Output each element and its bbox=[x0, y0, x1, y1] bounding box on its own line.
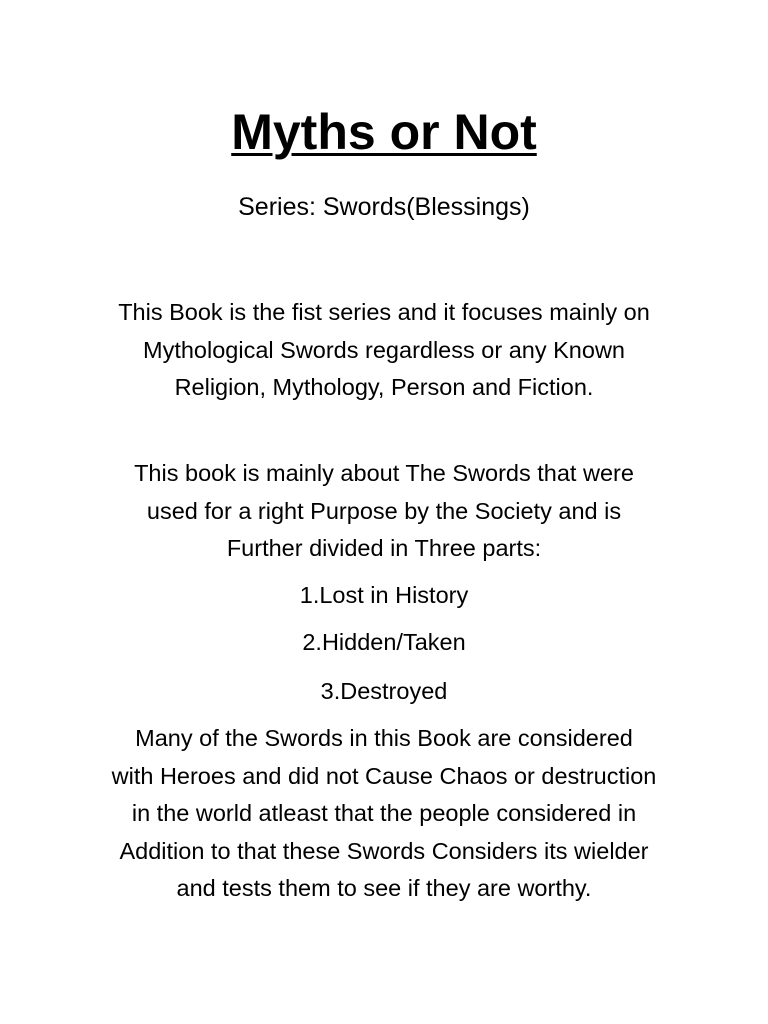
paragraph-line: Many of the Swords in this Book are considered bbox=[135, 725, 633, 751]
paragraph-line: Religion, Mythology, Person and Fiction. bbox=[174, 374, 594, 400]
paragraph-line: and tests them to see if they are worthy. bbox=[176, 875, 592, 901]
part-list-item: 1.Lost in History bbox=[299, 582, 469, 608]
description-paragraph bbox=[40, 455, 728, 568]
paragraph-line: Further divided in Three parts: bbox=[226, 535, 542, 561]
part-list-item: 2.Hidden/Taken bbox=[302, 629, 466, 655]
paragraph-line: used for a right Purpose by the Society and is bbox=[146, 497, 622, 524]
part-list-item: 3.Destroyed bbox=[320, 678, 448, 704]
intro-paragraph bbox=[40, 294, 728, 407]
series-subtitle: Series: Swords(Blessings) bbox=[238, 193, 530, 221]
paragraph-line: in the world atleast that the people considered in bbox=[131, 800, 637, 826]
paragraph-line: Mythological Swords regardless or any Known bbox=[143, 336, 625, 363]
paragraph-line: This book is mainly about The Swords that were bbox=[134, 460, 634, 486]
document-title: Myths or Not bbox=[231, 104, 537, 160]
paragraph-line: This Book is the fist series and it focuses mainly on bbox=[118, 299, 650, 325]
paragraph-line: Addition to that these Swords Considers its wielder bbox=[119, 837, 649, 864]
paragraph-line: with Heroes and did not Cause Chaos or destruction bbox=[111, 762, 657, 789]
closing-paragraph bbox=[40, 720, 728, 908]
